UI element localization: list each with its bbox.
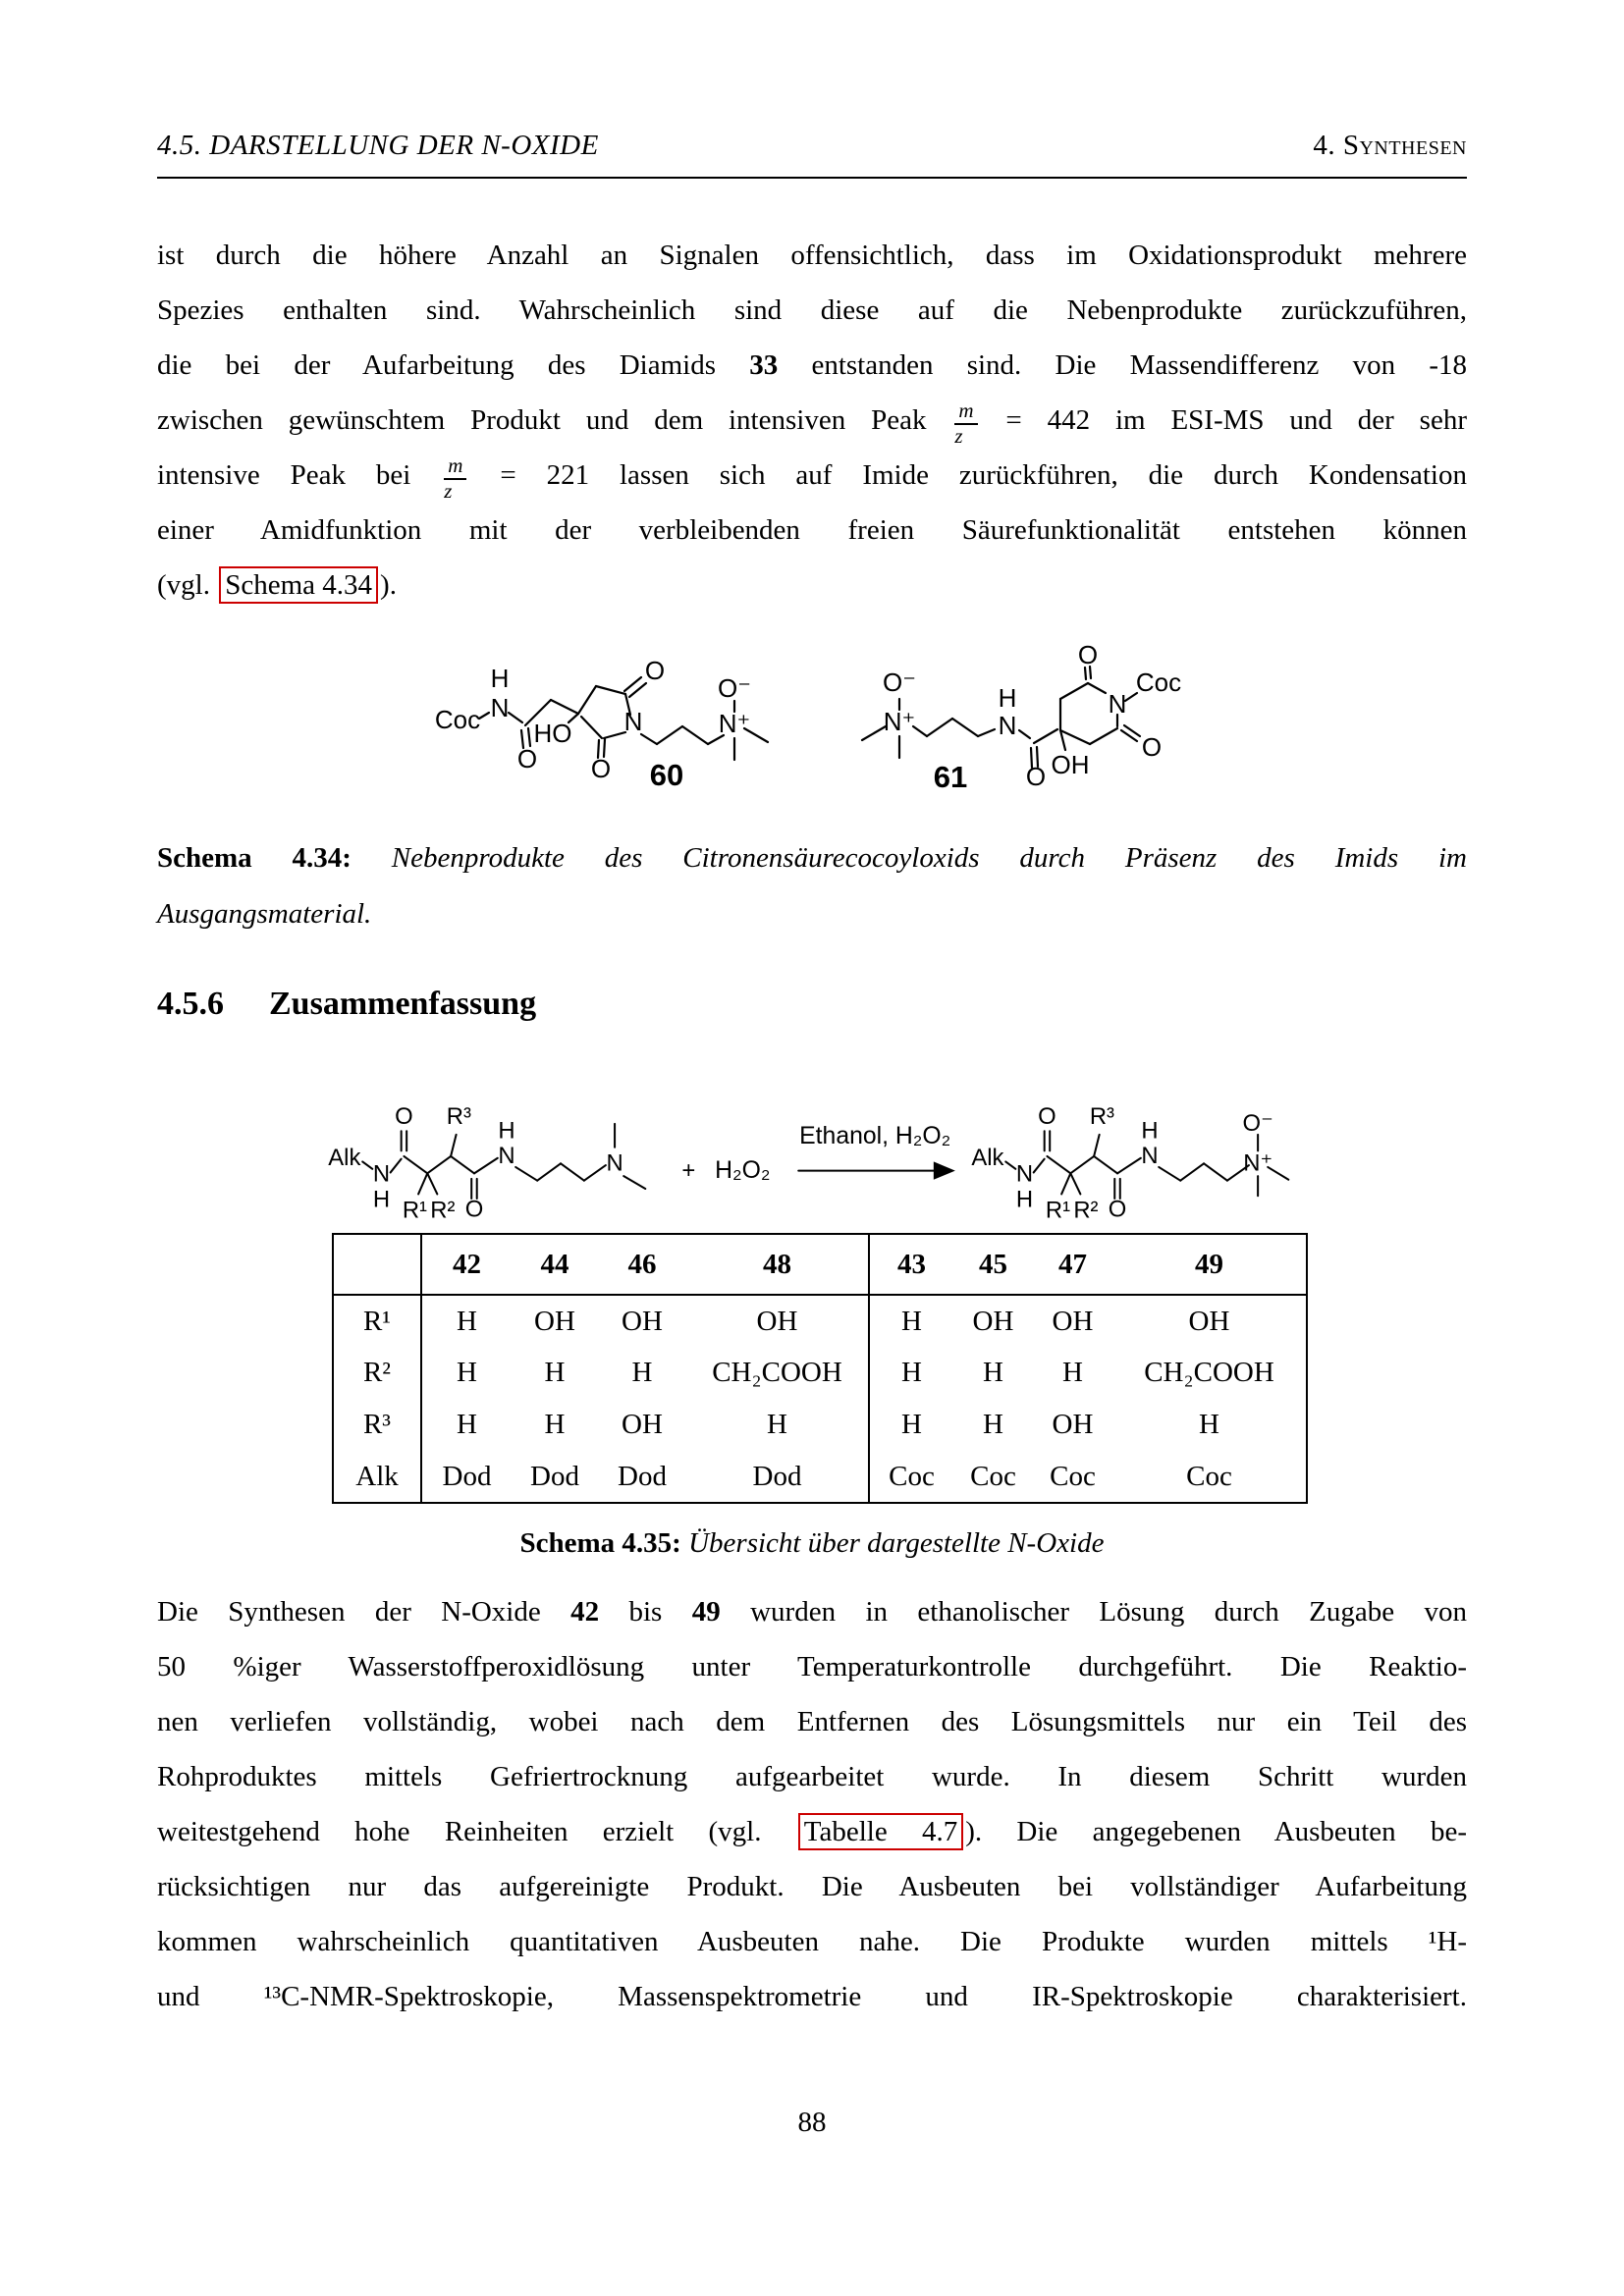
text-line — [157, 1859, 1467, 1914]
substituent-table — [332, 1233, 1308, 1504]
text-run: kommen wahrscheinlich quantitativen Ausbeuten nahe. Die Produkte wurden mittels ¹H- — [157, 1926, 1467, 1957]
text-line — [157, 830, 1467, 886]
text-line — [157, 558, 1467, 613]
table-cell: H — [1199, 1409, 1219, 1440]
text-run: 42 — [570, 1596, 600, 1628]
text-run: Übersicht über dargestellte N-Oxide — [688, 1527, 1105, 1559]
crossref-link[interactable]: Tabelle 4.7 — [798, 1813, 963, 1850]
substituent-label: Coc — [434, 705, 481, 734]
schema-4-34-figure — [428, 640, 1194, 804]
text-run: die bei der Aufarbeitung des Diamids — [157, 349, 750, 381]
product-structure — [971, 1103, 1288, 1223]
table-row — [333, 1347, 1307, 1399]
fraction-numerator: m — [444, 455, 466, 480]
table-cell: OH — [622, 1305, 663, 1337]
text-run: ist durch die höhere Anzahl an Signalen offensichtlich, dass im Oxidationsprodukt mehrere — [157, 240, 1467, 271]
table-cell: H — [544, 1409, 566, 1440]
text-run: Die Synthesen der N-Oxide — [157, 1596, 571, 1628]
header-rule — [157, 177, 1467, 179]
substituent-label: Alk — [328, 1145, 361, 1172]
table-row-label: R² — [333, 1347, 421, 1399]
text-run: Nebenprodukte des Citronensäurecocoyloxids durch Präsenz des Imids im — [391, 842, 1467, 874]
table-row-label: R¹ — [333, 1295, 421, 1347]
text-run: 50 %iger Wasserstoffperoxidlösung unter Temperaturkontrolle durchgeführt. Die Reaktio- — [157, 1651, 1467, 1682]
schema-4-35-caption — [157, 1516, 1467, 1572]
atom-label: N — [372, 1160, 391, 1188]
text-run: Schema 4.34: — [157, 842, 392, 874]
table-cell: H — [869, 1347, 953, 1399]
atom-label: N⁺ — [1243, 1149, 1273, 1177]
fraction-m-over-z — [954, 400, 977, 447]
text-line — [157, 283, 1467, 338]
table-cell: H — [869, 1399, 953, 1451]
text-run: 33 — [749, 349, 779, 381]
atom-label: N — [606, 1149, 623, 1177]
text-run: (vgl. — [157, 569, 218, 601]
reagent-label: H₂O₂ — [715, 1156, 771, 1184]
table-cell: CH₂COOH — [712, 1357, 842, 1388]
atom-label: N — [998, 711, 1017, 740]
table-row — [333, 1295, 1307, 1347]
atom-label: O — [590, 754, 612, 783]
atom-label: O — [516, 744, 538, 774]
table-header-row — [333, 1234, 1307, 1295]
table-header-cell: 47 — [1033, 1234, 1112, 1295]
text-line — [157, 1584, 1467, 1639]
atom-label: N — [498, 1143, 515, 1170]
page-number: 88 — [797, 2107, 827, 2138]
atom-label: N⁺ — [718, 709, 751, 738]
atom-label: O — [644, 656, 666, 685]
reaction-conditions: Ethanol, H₂O₂ — [799, 1123, 951, 1150]
table-cell: Coc — [970, 1460, 1016, 1492]
atom-label: O — [1025, 762, 1047, 791]
table-header-cell: 43 — [869, 1234, 953, 1295]
reaction-scheme — [321, 1068, 1303, 1232]
chemical-structures-60-61 — [428, 640, 1194, 799]
structure-61 — [862, 640, 1181, 794]
table-header-cell — [333, 1234, 421, 1295]
substituent-label: R¹ — [402, 1197, 427, 1224]
text-run: wurden in ethanolischer Lösung durch Zugabe von — [720, 1596, 1467, 1628]
section-number: 4.5.6 — [157, 986, 224, 1022]
substituent-label: R² — [430, 1197, 456, 1224]
atom-label: O — [1038, 1102, 1056, 1130]
running-header-left: 4.5. DARSTELLUNG DER N-OXIDE — [157, 130, 599, 161]
table-cell: H — [457, 1305, 477, 1337]
text-run: weitestgehend hohe Reinheiten erzielt (vgl. — [157, 1816, 796, 1847]
text-line — [157, 1914, 1467, 1969]
table-row-label: Alk — [333, 1451, 421, 1503]
reagents-and-arrow — [681, 1123, 955, 1184]
schema-4-35-figure — [321, 1068, 1303, 1237]
table-row-label: R³ — [333, 1399, 421, 1451]
text-line — [157, 448, 1467, 503]
text-line — [157, 338, 1467, 393]
table-header-cell: 48 — [686, 1234, 869, 1295]
schema-4-34-caption — [157, 830, 1467, 942]
table-cell: Dod — [752, 1460, 802, 1492]
text-line — [157, 1694, 1467, 1749]
atom-label: HO — [533, 719, 572, 748]
table-header-cell: 42 — [421, 1234, 512, 1295]
substituent-label: R³ — [446, 1102, 471, 1130]
text-run: und ¹³C-NMR-Spektroskopie, Massenspektrometrie und IR-Spektroskopie charakterisiert. — [157, 1981, 1467, 2012]
fraction-denominator: z — [444, 479, 453, 503]
table-cell: Dod — [530, 1460, 579, 1492]
table-cell: H — [983, 1409, 1003, 1440]
text-run: 49 — [691, 1596, 721, 1628]
substituent-label: R¹ — [1045, 1197, 1071, 1224]
substituent-label: R² — [1073, 1197, 1099, 1224]
atom-label: N — [1108, 689, 1127, 719]
table-row — [333, 1451, 1307, 1503]
text-run: einer Amidfunktion mit der verbleibenden freien Säurefunktionalität entstehen können — [157, 514, 1467, 546]
text-run: zwischen gewünschtem Produkt und dem intensiven Peak — [157, 404, 952, 436]
table-header-cell: 49 — [1112, 1234, 1307, 1295]
table-cell: CH₂COOH — [1144, 1357, 1274, 1388]
text-run: rücksichtigen nur das aufgereinigte Produkt. Die Ausbeuten bei vollständiger Aufarbeitung — [157, 1871, 1467, 1902]
fraction-m-over-z — [444, 455, 466, 502]
table-cell: OH — [1052, 1305, 1094, 1337]
text-line — [157, 1516, 1467, 1572]
atom-label: H — [998, 683, 1017, 713]
atom-label: O — [1108, 1196, 1127, 1223]
substituent-label: Alk — [971, 1145, 1004, 1172]
fraction-denominator: z — [954, 424, 963, 448]
atom-label: N — [490, 693, 510, 722]
text-run: bis — [599, 1596, 692, 1628]
crossref-link[interactable]: Schema 4.34 — [219, 566, 378, 604]
text-line — [157, 503, 1467, 558]
atom-label: N⁺ — [883, 707, 916, 736]
table-cell: OH — [1188, 1305, 1230, 1337]
text-run: Rohproduktes mittels Gefriertrocknung aufgearbeitet wurde. In diesem Schritt wurden — [157, 1761, 1467, 1792]
atom-label: O⁻ — [1242, 1110, 1273, 1138]
table-row — [333, 1399, 1307, 1451]
substituent-label: R³ — [1089, 1102, 1114, 1130]
table-cell: Coc — [1050, 1460, 1096, 1492]
text-run: Ausgangsmaterial. — [157, 898, 372, 930]
table-cell: H — [1062, 1357, 1083, 1388]
table-header-cell: 46 — [598, 1234, 686, 1295]
text-run: intensive Peak bei — [157, 459, 442, 491]
table-cell: H — [767, 1409, 787, 1440]
text-line — [157, 228, 1467, 283]
compound-number-60: 60 — [649, 758, 684, 792]
atom-label: O⁻ — [718, 673, 751, 703]
atom-label: H — [372, 1186, 391, 1213]
text-line — [157, 886, 1467, 942]
table-header-cell: 44 — [512, 1234, 598, 1295]
fraction-numerator: m — [954, 400, 977, 425]
text-run: entstanden sind. Die Massendifferenz von -18 — [778, 349, 1467, 381]
atom-label: H — [498, 1117, 515, 1145]
running-header-right: 4. Synthesen — [1313, 130, 1467, 161]
arrow-head — [934, 1161, 955, 1179]
table-cell: Dod — [442, 1460, 492, 1492]
educt-structure — [328, 1103, 645, 1223]
table-cell: OH — [622, 1409, 663, 1440]
atom-label: N — [1015, 1160, 1034, 1188]
paragraph-2 — [157, 1584, 1467, 2024]
table-cell: H — [457, 1409, 477, 1440]
table-cell: H — [983, 1357, 1003, 1388]
structure-60 — [435, 656, 768, 792]
table-cell: Coc — [869, 1451, 953, 1503]
atom-label: H — [490, 664, 510, 693]
compound-number-61: 61 — [933, 760, 968, 794]
atom-label: N — [1141, 1143, 1159, 1170]
atom-label: O — [395, 1102, 413, 1130]
table-cell: H — [869, 1295, 953, 1347]
table-cell: H — [631, 1357, 653, 1388]
text-line — [157, 1749, 1467, 1804]
section-title: Zusammenfassung — [269, 986, 537, 1022]
plus-sign: + — [681, 1156, 696, 1184]
table-cell: H — [544, 1357, 566, 1388]
text-run: = 221 lassen sich auf Imide zurückführen, die durch Kondensation — [469, 459, 1467, 491]
table-cell: OH — [1052, 1409, 1094, 1440]
atom-label: O — [1141, 732, 1163, 762]
atom-label: H — [1015, 1186, 1034, 1213]
text-line — [157, 1969, 1467, 2024]
table-header-cell: 45 — [953, 1234, 1033, 1295]
table-cell: OH — [756, 1305, 798, 1337]
text-line — [157, 1804, 1467, 1859]
text-run: ). Die angegebenen Ausbeuten be- — [965, 1816, 1467, 1847]
text-run: Schema 4.35: — [519, 1527, 689, 1559]
atom-label: O — [464, 1196, 484, 1223]
atom-label: OH — [1051, 750, 1090, 779]
paragraph-1 — [157, 228, 1467, 613]
text-line — [157, 1639, 1467, 1694]
text-run: nen verliefen vollständig, wobei nach dem Entfernen des Lösungsmittels nur ein Teil des — [157, 1706, 1467, 1737]
atom-label: O⁻ — [883, 667, 916, 697]
atom-label: H — [1141, 1117, 1159, 1145]
text-line — [157, 393, 1467, 448]
table-cell: H — [457, 1357, 477, 1388]
atom-label: O — [1077, 640, 1099, 669]
table-cell: Dod — [618, 1460, 667, 1492]
text-run: Spezies enthalten sind. Wahrscheinlich sind diese auf die Nebenprodukte zurückzuführen, — [157, 294, 1467, 326]
substituent-label: Coc — [1135, 667, 1182, 697]
text-run: ). — [380, 569, 397, 601]
table-cell: OH — [972, 1305, 1014, 1337]
table-cell: Coc — [1186, 1460, 1232, 1492]
text-run: = 442 im ESI-MS und der sehr — [980, 404, 1468, 436]
section-heading — [157, 986, 536, 1023]
atom-label: N — [623, 707, 643, 736]
table-cell: OH — [534, 1305, 575, 1337]
